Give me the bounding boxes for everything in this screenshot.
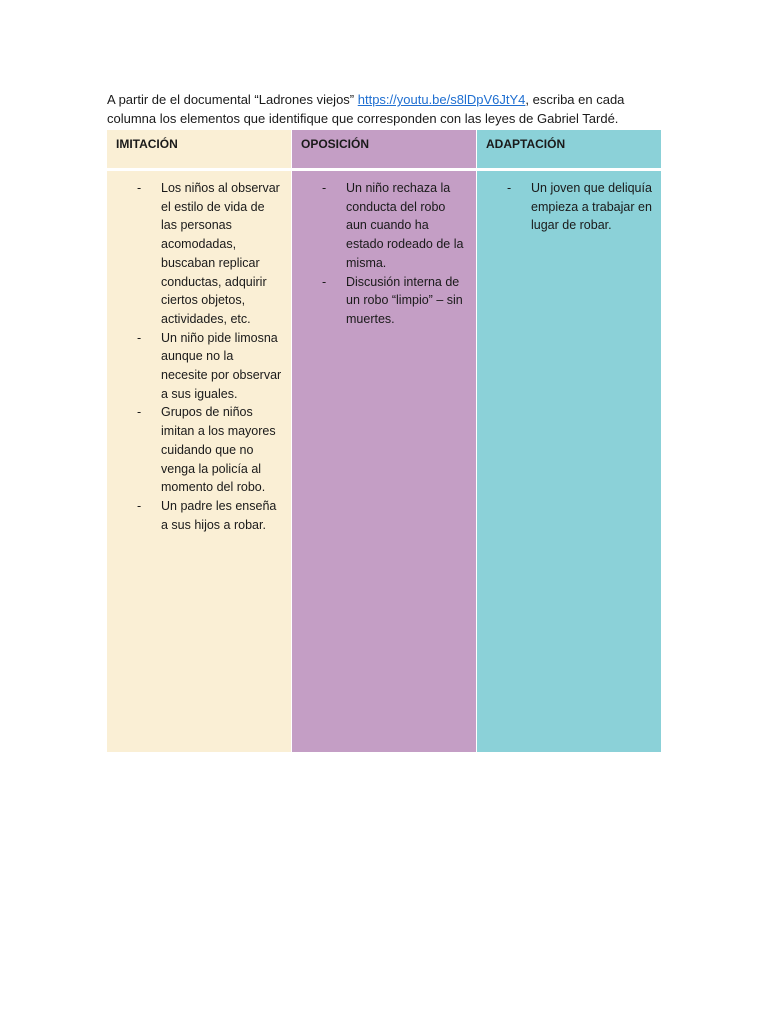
- bullet-dash: -: [322, 181, 327, 195]
- list-item-text: Un padre les enseña a sus hijos a robar.: [161, 498, 277, 532]
- column-body-oposicion: [292, 171, 476, 752]
- imitacion-list: [107, 179, 283, 534]
- list-item: [107, 179, 283, 329]
- bullet-dash: -: [137, 405, 142, 420]
- list-item-text: Grupos de niños imitan a los mayores cuidando que no venga la policía al momento del robo.: [161, 405, 276, 495]
- list-item-text: Un niño pide limosna aunque no la necesite por observar a sus iguales.: [161, 330, 282, 401]
- list-item-text: Discusión interna de un robo “limpio” – sin muertes.: [346, 274, 463, 326]
- list-item-text: Un niño rechaza la conducta del robo aun cuando ha estado rodeado de la misma.: [346, 181, 464, 270]
- instructions-paragraph: [107, 90, 667, 128]
- bullet-dash: -: [507, 181, 512, 195]
- list-item: [107, 329, 283, 404]
- bullet-dash: -: [137, 181, 142, 195]
- instructions-text-start: A partir de el documental “Ladrones viejos”: [107, 92, 358, 107]
- list-item: [292, 273, 468, 329]
- list-item: [477, 179, 653, 235]
- list-item: [292, 179, 468, 273]
- instructions-text-end: , escriba en cada columna los elementos que identifique que corresponden con las leyes de Gabriel Tardé.: [107, 92, 625, 126]
- list-item-text: Los niños al observar el estilo de vida de las personas acomodadas, buscaban replicar conductas, adquirir ciertos objetos, actividades, etc.: [161, 181, 280, 326]
- video-link[interactable]: https://youtu.be/s8lDpV6JtY4: [357, 92, 526, 107]
- bullet-dash: -: [322, 274, 327, 289]
- column-body-imitacion: [107, 171, 291, 752]
- column-header-adaptacion: ADAPTACIÓN: [477, 130, 661, 168]
- adaptacion-list: [477, 179, 653, 235]
- list-item: [107, 403, 283, 497]
- bullet-dash: -: [137, 498, 142, 513]
- column-adaptacion: [477, 130, 661, 752]
- column-imitacion: [107, 130, 291, 752]
- column-header-imitacion: IMITACIÓN: [107, 130, 291, 168]
- oposicion-list: [292, 179, 468, 329]
- column-body-adaptacion: [477, 171, 661, 752]
- column-header-oposicion: OPOSICIÓN: [292, 130, 476, 168]
- bullet-dash: -: [137, 330, 142, 345]
- list-item: [107, 497, 283, 534]
- column-oposicion: [292, 130, 476, 752]
- laws-table: [107, 130, 661, 752]
- list-item-text: Un joven que deliquía empieza a trabajar en lugar de robar.: [531, 181, 652, 233]
